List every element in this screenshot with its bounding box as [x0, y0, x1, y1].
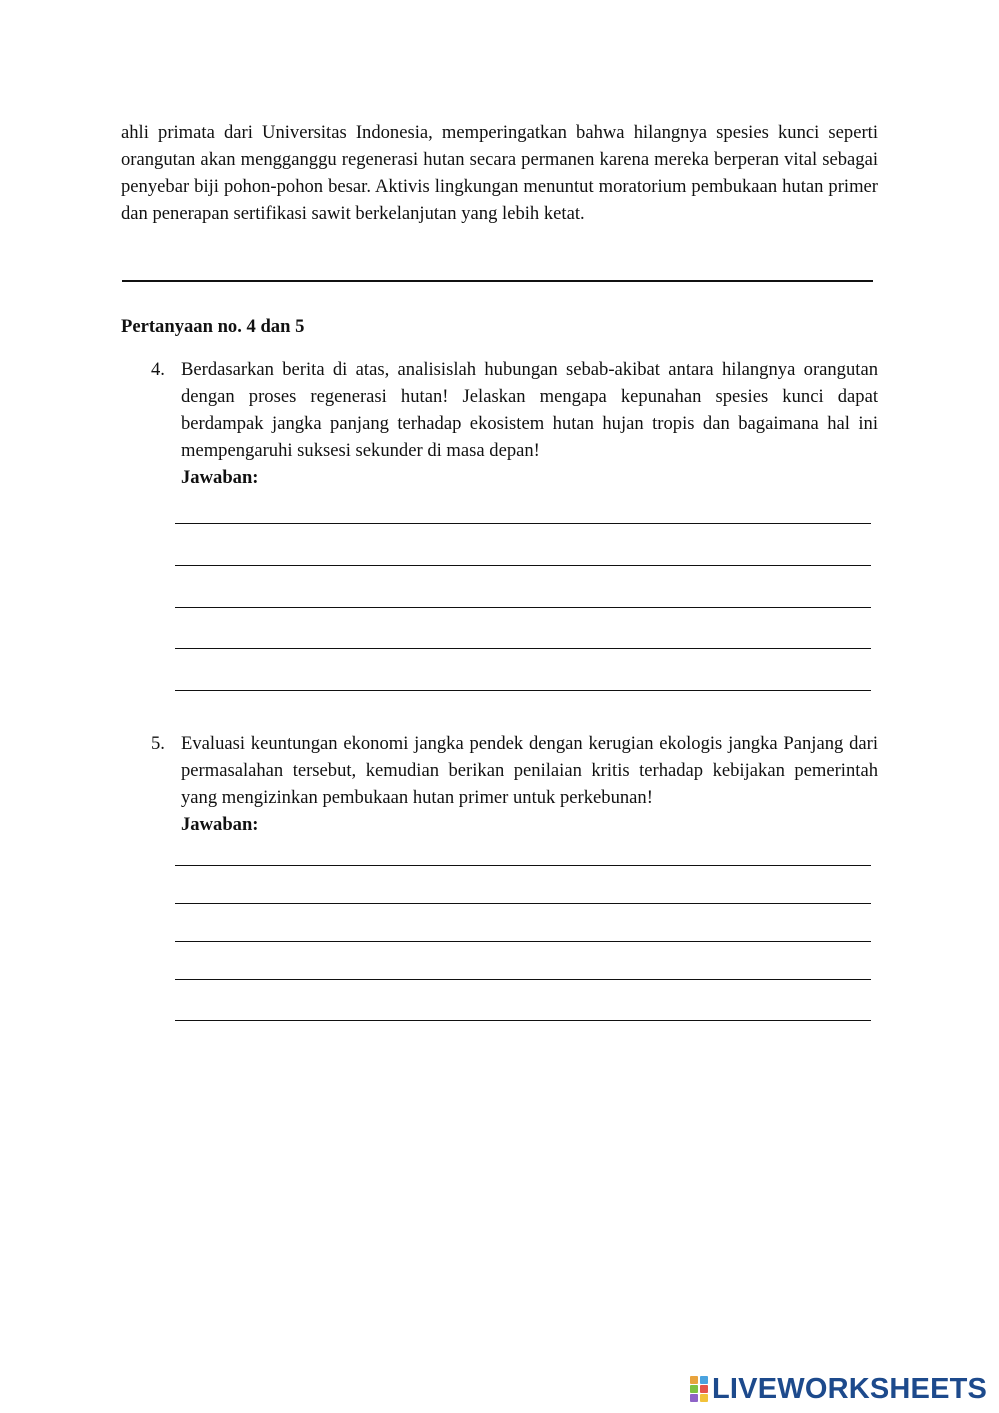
- answer-line[interactable]: [175, 941, 871, 942]
- section-title: Pertanyaan no. 4 dan 5: [121, 316, 305, 337]
- logo-square: [700, 1394, 708, 1402]
- logo-square: [700, 1376, 708, 1384]
- answer-label: Jawaban:: [181, 467, 259, 488]
- logo-text: LIVEWORKSHEETS: [712, 1373, 988, 1405]
- answer-line[interactable]: [175, 690, 871, 691]
- logo-squares-icon: [690, 1376, 710, 1402]
- liveworksheets-logo[interactable]: [690, 1372, 987, 1406]
- answer-line[interactable]: [175, 607, 871, 608]
- question-text: Evaluasi keuntungan ekonomi jangka pendek dengan kerugian ekologis jangka Panjang dari permasalahan tersebut, kemudian berikan penilaian kritis terhadap kebijakan pemerintah yang mengizinkan pembukaan hutan primer untuk perkebunan!: [181, 733, 878, 808]
- answer-label: Jawaban:: [181, 814, 259, 835]
- logo-square: [690, 1394, 698, 1402]
- answer-line[interactable]: [175, 865, 871, 866]
- logo-square: [690, 1385, 698, 1393]
- answer-line[interactable]: [175, 648, 871, 649]
- answer-line[interactable]: [175, 903, 871, 904]
- answer-line[interactable]: [175, 565, 871, 566]
- question-text: Berdasarkan berita di atas, analisislah hubungan sebab-akibat antara hilangnya orangutan dengan proses regenerasi hutan! Jelaskan mengapa kepunahan spesies kunci dapat berdampak jangka panjang terhadap ekosistem hutan hujan tropis dan bagaimana hal ini mempengaruhi suksesi sekunder di masa depan!: [181, 359, 878, 461]
- answer-line[interactable]: [175, 1020, 871, 1021]
- intro-paragraph: ahli primata dari Universitas Indonesia, memperingatkan bahwa hilangnya spesies kunci seperti orangutan akan mengganggu regenerasi hutan secara permanen karena mereka berperan vital sebagai penyebar biji pohon-pohon besar. Aktivis lingkungan menuntut moratorium pembukaan hutan primer dan penerapan sertifikasi sawit berkelanjutan yang lebih ketat.: [121, 122, 878, 224]
- question-number: 5.: [151, 733, 165, 754]
- answer-line[interactable]: [175, 979, 871, 980]
- answer-line[interactable]: [175, 523, 871, 524]
- question-number: 4.: [151, 359, 165, 380]
- logo-square: [700, 1385, 708, 1393]
- section-divider: [122, 280, 873, 282]
- logo-square: [690, 1376, 698, 1384]
